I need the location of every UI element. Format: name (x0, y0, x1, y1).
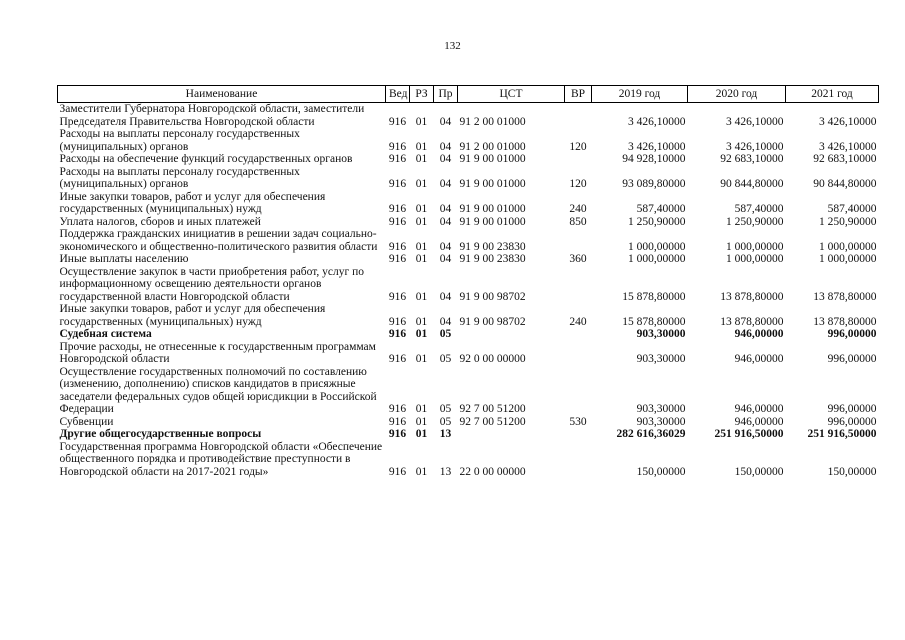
cell-name: Другие общегосударственные вопросы (59, 428, 262, 440)
header-vr: ВР (565, 86, 592, 103)
cell-vr (565, 341, 592, 366)
cell-2019: 3 426,10000 (628, 140, 686, 153)
cell-pr: 04 (439, 215, 452, 228)
cell-2020: 946,00000 (734, 403, 784, 415)
cell-2021: 996,00000 (827, 328, 877, 340)
cell-2019: 3 426,10000 (628, 115, 686, 128)
cell-2020: 92 683,10000 (720, 153, 784, 165)
cell-name: Поддержка гражданских инициатив в решении задач социально-экономического и общественно-политического развития области (59, 228, 378, 253)
cell-name: Государственная программа Новгородской области «Обеспечение общественного порядка и противодействие преступности в Новгородской области на 2017-2021 годы» (59, 440, 383, 478)
table-row (58, 416, 879, 429)
cell-vr (565, 103, 592, 129)
cell-pr: 04 (439, 253, 452, 265)
cell-vr: 360 (569, 253, 587, 265)
table-header-row (58, 86, 879, 103)
cell-2021: 1 000,00000 (819, 240, 877, 253)
cell-ved: 916 (388, 315, 407, 328)
cell-rz: 01 (415, 328, 428, 340)
cell-pr: 05 (439, 328, 452, 340)
table-row (58, 441, 879, 479)
table-row (58, 166, 879, 191)
header-cst: ЦСТ (458, 86, 565, 103)
cell-2021: 90 844,80000 (813, 178, 877, 190)
cell-ved: 916 (388, 240, 407, 253)
cell-ved: 916 (388, 153, 407, 165)
header-ved: Вед (386, 86, 410, 103)
cell-pr: 13 (439, 465, 452, 478)
cell-name: Осуществление государственных полномочий по составлению (изменению, дополнению) списков кандидатов в присяжные заседатели федеральных судов общей юрисдикции в Российской Федерации (59, 365, 377, 415)
cell-ved: 916 (388, 403, 407, 415)
cell-cst: 91 9 00 01000 (459, 203, 526, 215)
cell-2020: 946,00000 (734, 415, 784, 428)
table-row (58, 428, 879, 441)
header-name: Наименование (58, 86, 386, 103)
cell-cst (458, 328, 565, 341)
cell-ved: 916 (388, 465, 407, 478)
cell-2021: 996,00000 (827, 415, 877, 428)
cell-name: Иные закупки товаров, работ и услуг для обеспечения государственных (муниципальных) нужд (59, 190, 326, 215)
cell-rz: 01 (415, 415, 428, 428)
cell-cst: 92 0 00 00000 (459, 353, 526, 365)
cell-2019: 15 878,80000 (622, 315, 686, 328)
table-row (58, 366, 879, 416)
cell-pr: 04 (439, 290, 452, 303)
cell-2019: 94 928,10000 (622, 153, 686, 165)
cell-cst: 91 9 00 01000 (459, 153, 526, 165)
cell-ved: 916 (388, 253, 407, 265)
cell-vr: 120 (569, 178, 587, 190)
cell-rz: 01 (415, 240, 428, 253)
cell-2019: 587,40000 (636, 203, 686, 215)
cell-rz: 01 (415, 353, 428, 365)
budget-table (57, 85, 879, 478)
cell-rz: 01 (415, 403, 428, 415)
cell-2020: 13 878,80000 (720, 290, 784, 303)
cell-vr: 240 (569, 315, 587, 328)
cell-vr (565, 428, 592, 441)
header-2020: 2020 год (688, 86, 786, 103)
cell-name: Прочие расходы, не отнесенные к государственным программам Новгородской области (59, 340, 376, 365)
cell-rz: 01 (415, 465, 428, 478)
cell-cst: 92 7 00 51200 (459, 415, 526, 428)
cell-vr: 240 (569, 203, 587, 215)
cell-2019: 903,30000 (636, 353, 686, 365)
cell-rz: 01 (415, 140, 428, 153)
cell-ved: 916 (388, 140, 407, 153)
cell-vr (565, 366, 592, 416)
cell-vr (565, 153, 592, 166)
cell-2019: 1 000,00000 (628, 240, 686, 253)
cell-cst: 91 9 00 98702 (459, 290, 526, 303)
cell-cst: 91 9 00 23830 (459, 240, 526, 253)
table-row (58, 228, 879, 253)
cell-2020: 13 878,80000 (720, 315, 784, 328)
cell-2021: 92 683,10000 (813, 153, 877, 165)
cell-name: Субвенции (59, 415, 114, 428)
cell-ved: 916 (388, 428, 407, 440)
cell-2019: 150,00000 (636, 465, 686, 478)
cell-cst: 91 9 00 23830 (459, 253, 526, 265)
cell-name: Заместители Губернатора Новгородской области, заместители Председателя Правительства Новгородской области (59, 103, 365, 128)
cell-rz: 01 (415, 428, 428, 440)
cell-2021: 1 000,00000 (819, 253, 877, 265)
cell-vr (565, 228, 592, 253)
cell-vr (565, 441, 592, 479)
table-row (58, 341, 879, 366)
cell-pr: 04 (439, 315, 452, 328)
cell-ved: 916 (388, 178, 407, 190)
table-row (58, 191, 879, 216)
cell-name: Расходы на выплаты персоналу государственных (муниципальных) органов (59, 165, 300, 190)
cell-2021: 251 916,50000 (807, 428, 877, 440)
cell-2021: 996,00000 (827, 403, 877, 415)
cell-2020: 946,00000 (734, 328, 784, 340)
table-row (58, 266, 879, 304)
cell-pr: 04 (439, 153, 452, 165)
cell-cst (458, 428, 565, 441)
cell-cst: 91 2 00 01000 (459, 140, 526, 153)
cell-2021: 587,40000 (827, 203, 877, 215)
cell-2021: 3 426,10000 (819, 140, 877, 153)
cell-cst: 92 7 00 51200 (459, 403, 526, 415)
cell-2020: 1 250,90000 (726, 215, 784, 228)
cell-cst: 91 2 00 01000 (459, 115, 526, 128)
table-row (58, 128, 879, 153)
cell-pr: 04 (439, 178, 452, 190)
cell-pr: 04 (439, 203, 452, 215)
cell-pr: 04 (439, 140, 452, 153)
cell-ved: 916 (388, 328, 407, 340)
cell-2021: 996,00000 (827, 353, 877, 365)
cell-rz: 01 (415, 253, 428, 265)
cell-2020: 150,00000 (734, 465, 784, 478)
cell-2021: 13 878,80000 (813, 290, 877, 303)
cell-2020: 1 000,00000 (726, 240, 784, 253)
cell-2019: 903,30000 (636, 328, 686, 340)
page-number: 132 (444, 40, 461, 52)
cell-vr: 530 (569, 415, 587, 428)
cell-rz: 01 (415, 115, 428, 128)
cell-rz: 01 (415, 203, 428, 215)
cell-ved: 916 (388, 290, 407, 303)
cell-pr: 05 (439, 353, 452, 365)
header-rz: РЗ (410, 86, 434, 103)
cell-name: Осуществление закупок в части приобретения работ, услуг по информационному освещению деятельности органов государственной власти Новгородской области (59, 265, 365, 303)
cell-rz: 01 (415, 215, 428, 228)
cell-ved: 916 (388, 415, 407, 428)
cell-2019: 1 250,90000 (628, 215, 686, 228)
cell-2020: 1 000,00000 (726, 253, 784, 265)
cell-pr: 04 (439, 240, 452, 253)
cell-2020: 90 844,80000 (720, 178, 784, 190)
table-row (58, 216, 879, 229)
cell-2019: 93 089,80000 (622, 178, 686, 190)
cell-pr: 05 (439, 415, 452, 428)
table-row (58, 303, 879, 328)
cell-cst: 22 0 00 00000 (459, 465, 526, 478)
cell-vr: 850 (569, 215, 587, 228)
cell-2019: 15 878,80000 (622, 290, 686, 303)
table-row (58, 253, 879, 266)
cell-2021: 3 426,10000 (819, 115, 877, 128)
cell-name: Уплата налогов, сборов и иных платежей (59, 215, 261, 228)
table-row (58, 153, 879, 166)
cell-vr (565, 328, 592, 341)
cell-2020: 3 426,10000 (726, 115, 784, 128)
cell-cst: 91 9 00 01000 (459, 178, 526, 190)
cell-name: Иные закупки товаров, работ и услуг для обеспечения государственных (муниципальных) нужд (59, 303, 326, 328)
cell-2020: 587,40000 (734, 203, 784, 215)
cell-cst: 91 9 00 01000 (459, 215, 526, 228)
cell-cst: 91 9 00 98702 (459, 315, 526, 328)
cell-2021: 13 878,80000 (813, 315, 877, 328)
header-2019: 2019 год (592, 86, 688, 103)
cell-2020: 3 426,10000 (726, 140, 784, 153)
cell-ved: 916 (388, 115, 407, 128)
cell-name: Расходы на выплаты персоналу государственных (муниципальных) органов (59, 128, 300, 153)
cell-ved: 916 (388, 353, 407, 365)
cell-name: Судебная система (59, 328, 152, 340)
cell-2019: 903,30000 (636, 415, 686, 428)
header-pr: Пр (434, 86, 458, 103)
cell-2020: 251 916,50000 (714, 428, 784, 440)
cell-name: Иные выплаты населению (59, 253, 189, 265)
cell-vr (565, 266, 592, 304)
cell-rz: 01 (415, 290, 428, 303)
cell-2021: 150,00000 (827, 465, 877, 478)
cell-vr: 120 (569, 140, 587, 153)
cell-2019: 903,30000 (636, 403, 686, 415)
cell-2019: 282 616,36029 (616, 428, 686, 440)
table-row (58, 103, 879, 129)
cell-2021: 1 250,90000 (819, 215, 877, 228)
cell-pr: 13 (439, 428, 452, 440)
cell-rz: 01 (415, 153, 428, 165)
cell-pr: 05 (439, 403, 452, 415)
cell-ved: 916 (388, 215, 407, 228)
cell-rz: 01 (415, 315, 428, 328)
cell-name: Расходы на обеспечение функций государственных органов (59, 153, 353, 165)
cell-rz: 01 (415, 178, 428, 190)
cell-ved: 916 (388, 203, 407, 215)
cell-pr: 04 (439, 115, 452, 128)
cell-2019: 1 000,00000 (628, 253, 686, 265)
cell-2020: 946,00000 (734, 353, 784, 365)
header-2021: 2021 год (786, 86, 879, 103)
table-row (58, 328, 879, 341)
